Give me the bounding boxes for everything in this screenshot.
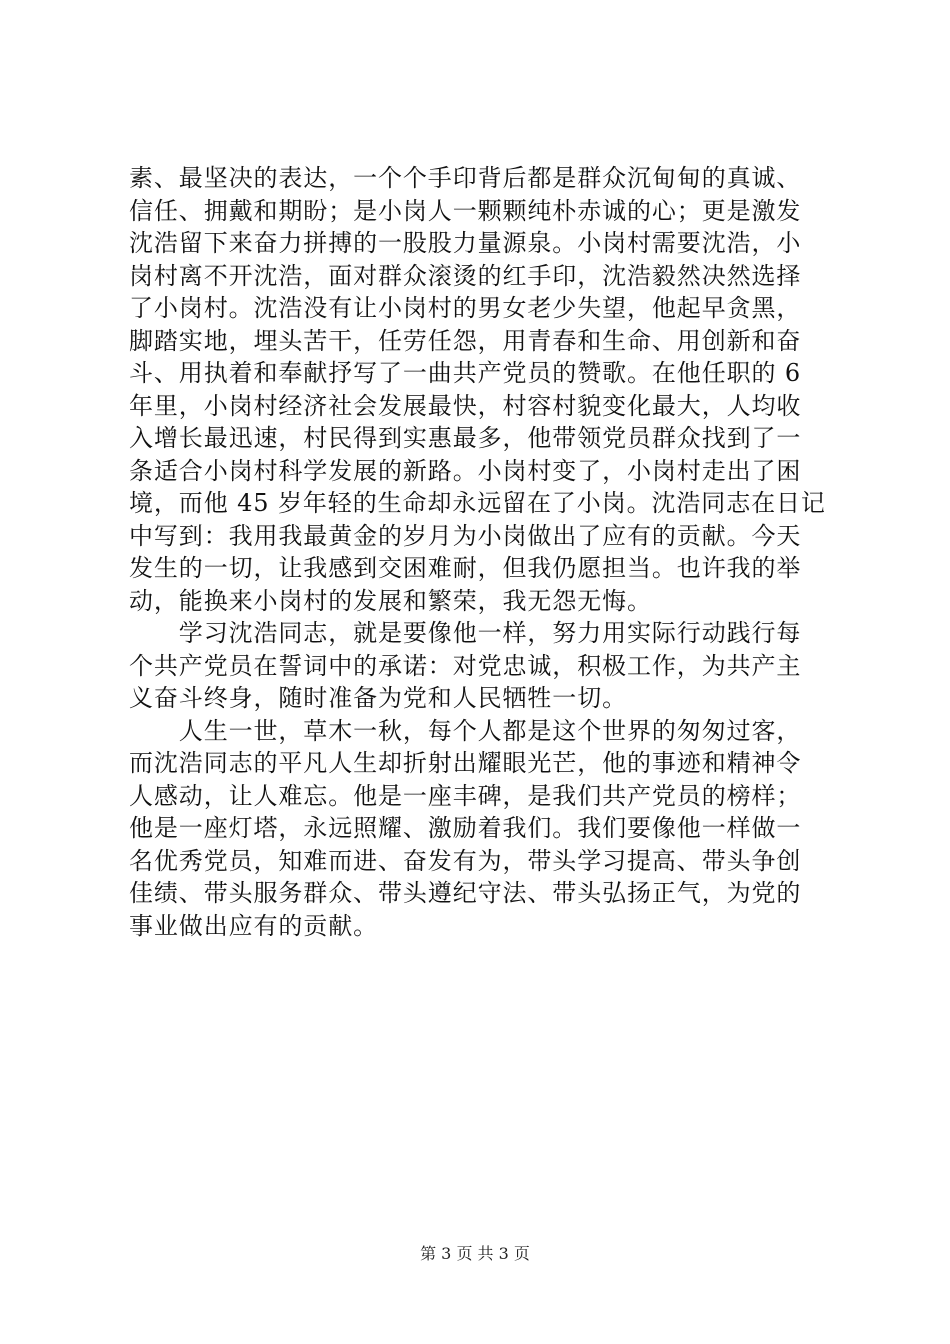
text-line: 沈浩留下来奋力拼搏的一股股力量源泉。小岗村需要沈浩，小 [129,229,802,257]
text-line: 了小岗村。沈浩没有让小岗村的男女老少失望，他起早贪黑， [129,294,802,322]
text-line: 人生一世，草木一秋，每个人都是这个世界的匆匆过客， [129,716,802,745]
text-line: 中写到：我用我最黄金的岁月为小岗做出了应有的贡献。今天 [129,521,802,550]
body-text [129,162,829,942]
text-line: 年里，小岗村经济社会发展最快，村容村貌变化最大，人均收 [129,391,802,420]
page-footer [0,1244,950,1264]
text-line: 脚踏实地，埋头苦干，任劳任怨，用青春和生命、用创新和奋 [129,326,802,355]
text-line: 素、最坚决的表达，一个个手印背后都是群众沉甸甸的真诚、 [129,164,802,192]
text-line: 信任、拥戴和期盼；是小岗人一颗颗纯朴赤诚的心；更是激发 [129,196,802,225]
text-line: 而沈浩同志的平凡人生却折射出耀眼光芒，他的事迹和精神令 [129,749,802,777]
text-line: 人感动，让人难忘。他是一座丰碑，是我们共产党员的榜样； [129,781,802,810]
text-line: 斗、用执着和奉献抒写了一曲共产党员的赞歌。在他任职的 6 [129,359,802,387]
text-line: 动，能换来小岗村的发展和繁荣，我无怨无悔。 [129,586,652,615]
text-line: 义奋斗终身，随时准备为党和人民牺牲一切。 [129,684,627,712]
text-line: 岗村离不开沈浩，面对群众滚烫的红手印，沈浩毅然决然选择 [129,261,802,290]
text-line: 个共产党员在誓词中的承诺：对党忠诚，积极工作，为共产主 [129,651,802,680]
text-line: 条适合小岗村科学发展的新路。小岗村变了，小岗村走出了困 [129,456,802,485]
text-line: 他是一座灯塔，永远照耀、激励着我们。我们要像他一样做一 [129,814,802,842]
text-line: 入增长最迅速，村民得到实惠最多，他带领党员群众找到了一 [129,424,802,452]
text-line: 名优秀党员，知难而进、奋发有为，带头学习提高、带头争创 [129,846,802,875]
text-line: 事业做出应有的贡献。 [129,911,378,940]
text-line: 境，而他 45 岁年轻的生命却永远留在了小岗。沈浩同志在日记 [129,489,826,517]
text-line: 学习沈浩同志，就是要像他一样，努力用实际行动践行每 [129,619,802,647]
text-line: 发生的一切，让我感到交困难耐，但我仍愿担当。也许我的举 [129,554,802,582]
page-number: 第 3 页 共 3 页 [420,1244,530,1263]
text-line: 佳绩、带头服务群众、带头遵纪守法、带头弘扬正气，为党的 [129,879,802,907]
